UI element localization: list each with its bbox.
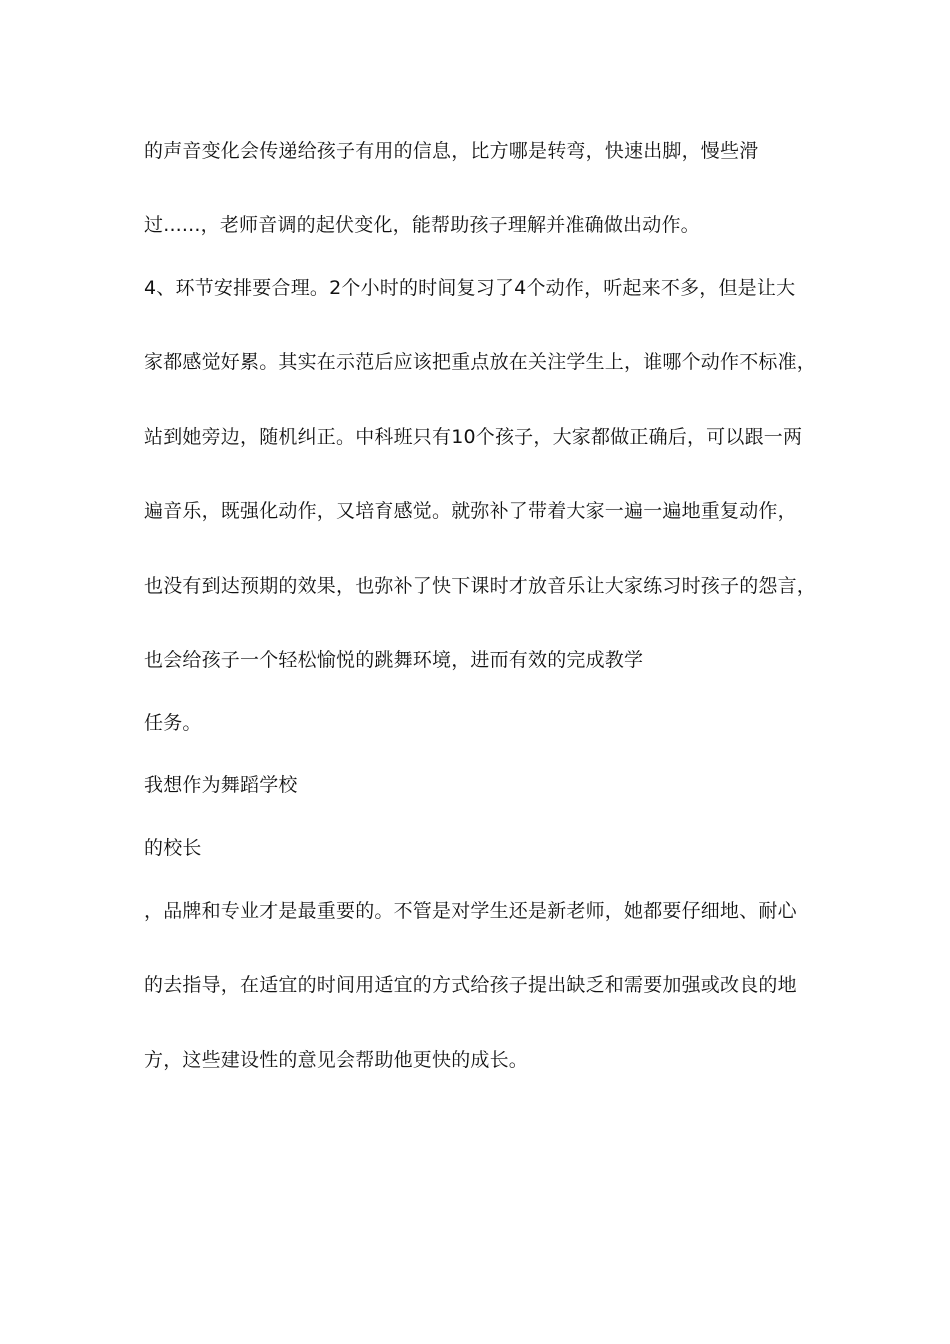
text-line-3: 4、环节安排要合理。2个小时的时间复习了4个动作，听起来不多，但是让大 [144,277,796,299]
text-line-8: 也会给孩子一个轻松愉悦的跳舞环境，进而有效的完成教学 [144,649,644,671]
text-line-1: 的声音变化会传递给孩子有用的信息，比方哪是转弯，快速出脚，慢些滑 [144,140,759,162]
text-line-5: 站到她旁边，随机纠正。中科班只有10个孩子，大家都做正确后，可以跟一两 [144,426,803,448]
text-line-13: 的去指导，在适宜的时间用适宜的方式给孩子提出缺乏和需要加强或改良的地 [144,974,797,996]
text-line-9: 任务。 [144,712,202,734]
text-line-11: 的校长 [144,837,202,859]
text-line-10: 我想作为舞蹈学校 [144,774,298,796]
text-line-14: 方，这些建设性的意见会帮助他更快的成长。 [144,1049,529,1071]
text-line-6: 遍音乐，既强化动作，又培育感觉。就弥补了带着大家一遍一遍地重复动作， [144,500,797,522]
text-line-12: ，品牌和专业才是最重要的。不管是对学生还是新老师，她都要仔细地、耐心 [144,900,797,922]
text-line-2: 过......，老师音调的起伏变化，能帮助孩子理解并准确做出动作。 [144,214,700,236]
text-line-4: 家都感觉好累。其实在示范后应该把重点放在关注学生上，谁哪个动作不标准， [144,351,817,373]
text-line-7: 也没有到达预期的效果，也弥补了快下课时才放音乐让大家练习时孩子的怨言， [144,575,817,597]
